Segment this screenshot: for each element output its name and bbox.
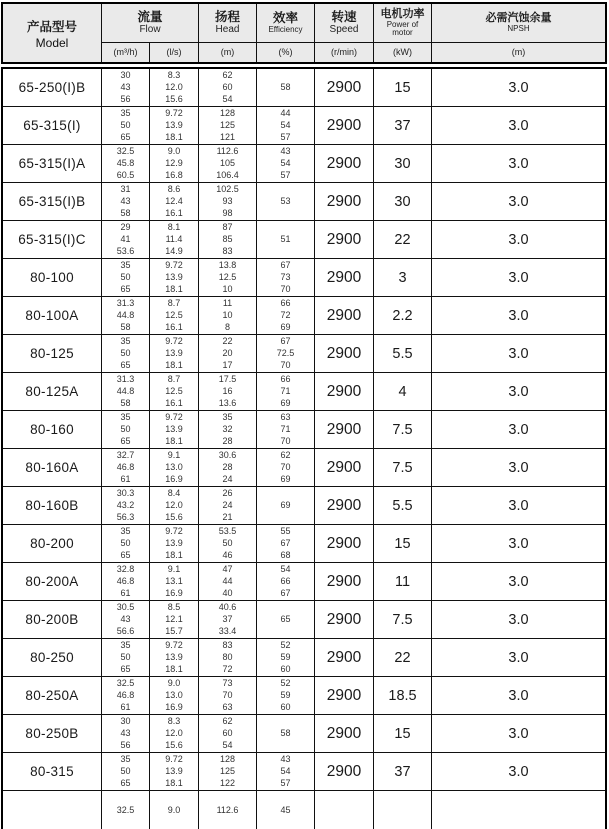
model-cell [3,791,102,829]
power-cell: 18.5 [374,677,432,714]
efficiency-cell: 65 [257,601,315,638]
power-cell: 30 [374,145,432,182]
power-cell: 4 [374,373,432,410]
table-row [3,563,605,601]
flow-m3h-cell: 30.3 43.2 56.3 [102,487,150,524]
table-row [3,715,605,753]
npsh-cell: 3.0 [508,535,529,552]
head-cell: 87 85 83 [199,221,257,258]
flow-ls-cell: 9.72 13.9 18.1 [150,107,199,144]
npsh-cell: 3.0 [508,611,529,628]
flow-m3h-cell: 35 50 65 [102,259,150,296]
npsh-cell: 3.0 [508,763,529,780]
column-header-head: 扬程 Head [199,4,257,42]
head-cell: 35 32 28 [199,411,257,448]
speed-cell: 2900 [315,221,374,258]
head-cell: 40.6 37 33.4 [199,601,257,638]
flow-m3h-cell: 35 50 65 [102,525,150,562]
header-title-row [102,4,605,43]
flow-m3h-cell: 32.7 46.8 61 [102,449,150,486]
efficiency-cell: 52 59 60 [257,677,315,714]
head-cell: 73 70 63 [199,677,257,714]
speed-cell: 2900 [315,677,374,714]
head-cell: 102.5 93 98 [199,183,257,220]
power-cell: 15 [374,715,432,752]
npsh-cell: 3.0 [508,193,529,210]
header-units-row [102,43,605,62]
power-cell: 30 [374,183,432,220]
flow-m3h-cell: 31 43 58 [102,183,150,220]
efficiency-cell: 43 54 57 [257,753,315,790]
power-cell: 15 [374,69,432,106]
unit-speed: (r/min) [315,43,374,62]
model-cell: 80-250B [3,715,102,752]
power-cell: 7.5 [374,411,432,448]
power-cell: 22 [374,221,432,258]
column-header-model [3,4,102,62]
npsh-cell [432,791,605,829]
unit-efficiency: (%) [257,43,315,62]
speed-cell: 2900 [315,335,374,372]
unit-head: (m) [199,43,257,62]
table-row [3,639,605,677]
flow-ls-cell: 8.3 12.0 15.6 [150,715,199,752]
speed-cell: 2900 [315,411,374,448]
speed-cell: 2900 [315,183,374,220]
speed-cell: 2900 [315,373,374,410]
table-row [3,753,605,791]
head-cell: 83 80 72 [199,639,257,676]
flow-ls-cell: 8.3 12.0 15.6 [150,69,199,106]
column-header-efficiency: 效率 Efficiency [257,4,315,42]
speed-cell: 2900 [315,259,374,296]
table-header [1,2,607,64]
flow-ls-cell: 8.4 12.0 15.6 [150,487,199,524]
flow-m3h-cell: 30 43 56 [102,715,150,752]
column-header-speed: 转速 Speed [315,4,374,42]
model-cell: 80-200A [3,563,102,600]
table-row [3,145,605,183]
npsh-cell: 3.0 [508,269,529,286]
flow-ls-cell: 9.1 13.1 16.9 [150,563,199,600]
unit-flow-ls: (l/s) [150,43,199,62]
speed-cell: 2900 [315,601,374,638]
npsh-cell: 3.0 [508,307,529,324]
flow-m3h-cell: 32.5 46.8 61 [102,677,150,714]
speed-cell [315,791,374,829]
table-row [3,449,605,487]
efficiency-cell: 67 73 70 [257,259,315,296]
efficiency-cell: 51 [257,221,315,258]
efficiency-cell: 66 71 69 [257,373,315,410]
head-cell: 11 10 8 [199,297,257,334]
model-cell: 80-200B [3,601,102,638]
power-cell [374,791,432,829]
efficiency-cell: 66 72 69 [257,297,315,334]
head-cell: 112.6 [199,791,257,829]
speed-cell: 2900 [315,639,374,676]
model-cell: 80-100A [3,297,102,334]
npsh-cell: 3.0 [508,497,529,514]
head-cell: 17.5 16 13.6 [199,373,257,410]
efficiency-cell: 58 [257,69,315,106]
flow-ls-cell: 8.6 12.4 16.1 [150,183,199,220]
table-row [3,601,605,639]
npsh-cell: 3.0 [508,687,529,704]
head-cell: 13.8 12.5 10 [199,259,257,296]
speed-cell: 2900 [315,753,374,790]
flow-ls-cell: 8.7 12.5 16.1 [150,297,199,334]
power-cell: 5.5 [374,335,432,372]
flow-m3h-cell: 30.5 43 56.6 [102,601,150,638]
npsh-cell: 3.0 [508,459,529,476]
flow-ls-cell: 9.72 13.9 18.1 [150,335,199,372]
efficiency-cell: 53 [257,183,315,220]
speed-cell: 2900 [315,525,374,562]
flow-m3h-cell: 35 50 65 [102,639,150,676]
table-row [3,221,605,259]
efficiency-cell: 44 54 57 [257,107,315,144]
power-cell: 3 [374,259,432,296]
table-row [3,297,605,335]
flow-m3h-cell: 35 50 65 [102,753,150,790]
head-cell: 112.6 105 106.4 [199,145,257,182]
head-cell: 47 44 40 [199,563,257,600]
spec-table [1,67,607,829]
efficiency-cell: 54 66 67 [257,563,315,600]
head-cell: 26 24 21 [199,487,257,524]
model-cell: 80-160A [3,449,102,486]
model-cell: 65-315(I)B [3,183,102,220]
model-cell: 80-160B [3,487,102,524]
model-cell: 65-315(I)C [3,221,102,258]
flow-ls-cell: 9.72 13.9 18.1 [150,639,199,676]
speed-cell: 2900 [315,449,374,486]
npsh-cell: 3.0 [508,117,529,134]
flow-m3h-cell: 32.8 46.8 61 [102,563,150,600]
npsh-cell: 3.0 [508,155,529,172]
npsh-cell: 3.0 [508,383,529,400]
head-cell: 128 125 121 [199,107,257,144]
model-header-zh: 产品型号 [26,19,77,34]
power-cell: 22 [374,639,432,676]
head-cell: 62 60 54 [199,715,257,752]
power-cell: 7.5 [374,449,432,486]
table-row [3,183,605,221]
column-header-power: 电机功率 Power of motor [374,4,432,42]
npsh-cell: 3.0 [508,421,529,438]
model-cell: 80-250A [3,677,102,714]
power-cell: 5.5 [374,487,432,524]
speed-cell: 2900 [315,107,374,144]
table-row [3,259,605,297]
flow-m3h-cell: 31.3 44.8 58 [102,373,150,410]
model-cell: 80-125 [3,335,102,372]
table-row [3,335,605,373]
npsh-cell: 3.0 [508,649,529,666]
power-cell: 37 [374,107,432,144]
model-header-en: Model [35,35,69,50]
power-cell: 7.5 [374,601,432,638]
flow-m3h-cell: 35 50 65 [102,335,150,372]
efficiency-cell: 43 54 57 [257,145,315,182]
model-cell: 80-250 [3,639,102,676]
unit-npsh: (m) [511,47,526,58]
flow-ls-cell: 9.0 [150,791,199,829]
table-row [3,525,605,563]
power-cell: 2.2 [374,297,432,334]
speed-cell: 2900 [315,563,374,600]
head-cell: 22 20 17 [199,335,257,372]
efficiency-cell: 67 72.5 70 [257,335,315,372]
unit-power: (kW) [374,43,432,62]
table-row [3,107,605,145]
flow-ls-cell: 8.1 11.4 14.9 [150,221,199,258]
table-row [3,677,605,715]
npsh-cell: 3.0 [508,231,529,248]
column-header-flow: 流量 Flow [102,4,199,42]
model-cell: 80-315 [3,753,102,790]
power-cell: 11 [374,563,432,600]
npsh-cell: 3.0 [508,725,529,742]
efficiency-cell: 69 [257,487,315,524]
flow-ls-cell: 8.7 12.5 16.1 [150,373,199,410]
flow-m3h-cell: 35 50 65 [102,107,150,144]
npsh-cell: 3.0 [508,345,529,362]
table-row [3,373,605,411]
spec-table-body [3,69,605,829]
head-cell: 128 125 122 [199,753,257,790]
flow-m3h-cell: 29 41 53.6 [102,221,150,258]
model-cell: 80-160 [3,411,102,448]
speed-cell: 2900 [315,69,374,106]
header-right [102,4,605,62]
model-cell: 80-100 [3,259,102,296]
flow-ls-cell: 9.72 13.9 18.1 [150,259,199,296]
table-row [3,791,605,829]
efficiency-cell: 62 70 69 [257,449,315,486]
flow-ls-cell: 9.1 13.0 16.9 [150,449,199,486]
flow-m3h-cell: 32.5 45.8 60.5 [102,145,150,182]
speed-cell: 2900 [315,487,374,524]
power-cell: 37 [374,753,432,790]
power-cell: 15 [374,525,432,562]
head-cell: 62 60 54 [199,69,257,106]
column-header-npsh: 必需汽蚀余量 NPSH [485,12,552,33]
speed-cell: 2900 [315,715,374,752]
flow-m3h-cell: 30 43 56 [102,69,150,106]
table-row [3,69,605,107]
model-cell: 65-250(I)B [3,69,102,106]
speed-cell: 2900 [315,297,374,334]
efficiency-cell: 63 71 70 [257,411,315,448]
model-cell: 65-315(I)A [3,145,102,182]
table-row [3,487,605,525]
model-cell: 65-315(I) [3,107,102,144]
unit-flow-m3h: (m³/h) [102,43,150,62]
efficiency-cell: 55 67 68 [257,525,315,562]
flow-ls-cell: 8.5 12.1 15.7 [150,601,199,638]
flow-ls-cell: 9.72 13.9 18.1 [150,411,199,448]
efficiency-cell: 52 59 60 [257,639,315,676]
flow-ls-cell: 9.72 13.9 18.1 [150,525,199,562]
flow-ls-cell: 9.0 12.9 16.8 [150,145,199,182]
flow-ls-cell: 9.0 13.0 16.9 [150,677,199,714]
flow-m3h-cell: 31.3 44.8 58 [102,297,150,334]
flow-m3h-cell: 32.5 [102,791,150,829]
efficiency-cell: 58 [257,715,315,752]
flow-ls-cell: 9.72 13.9 18.1 [150,753,199,790]
model-cell: 80-200 [3,525,102,562]
npsh-cell: 3.0 [508,573,529,590]
npsh-cell: 3.0 [508,79,529,96]
head-cell: 53.5 50 46 [199,525,257,562]
efficiency-cell: 45 [257,791,315,829]
head-cell: 30.6 28 24 [199,449,257,486]
speed-cell: 2900 [315,145,374,182]
flow-m3h-cell: 35 50 65 [102,411,150,448]
model-cell: 80-125A [3,373,102,410]
table-row [3,411,605,449]
